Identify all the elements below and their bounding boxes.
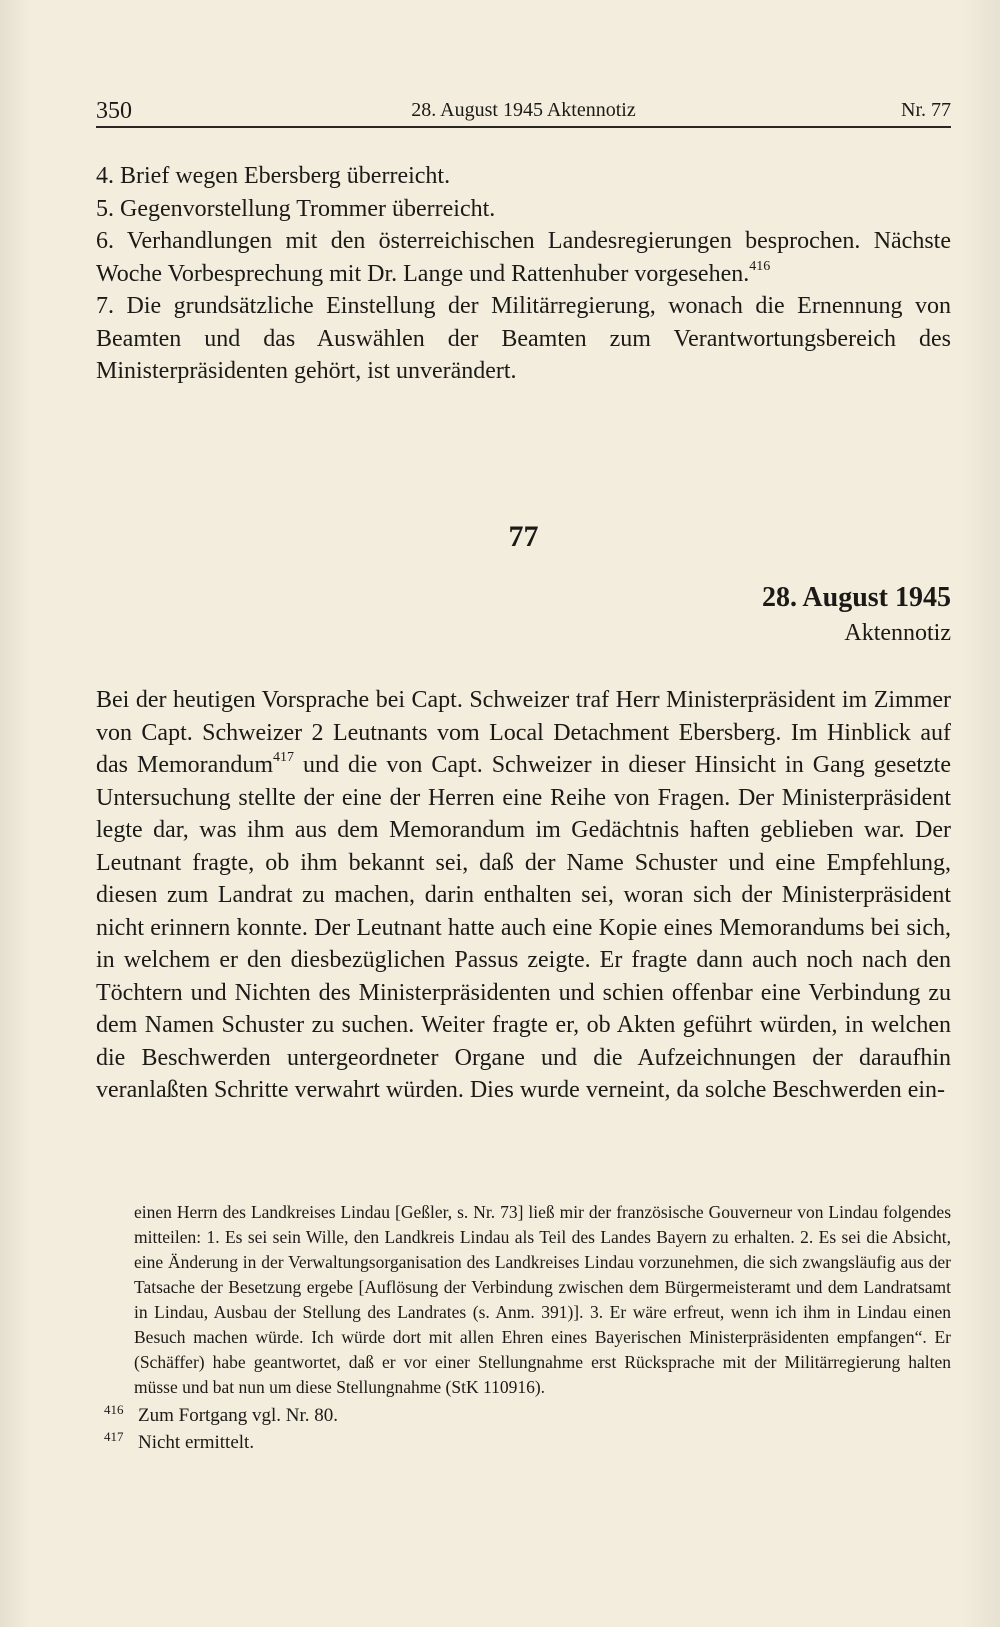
list-item: 4. Brief wegen Ebersberg überreicht. bbox=[96, 163, 451, 189]
list-item-text: 6. Verhandlungen mit den österreichischen Landesregierungen besprochen. Nächste Woche Vorbesprechung mit Dr. Lange und Rattenhuber vorgesehen. bbox=[96, 228, 951, 287]
agenda-list bbox=[96, 160, 951, 388]
footnote-text: Nicht ermittelt. bbox=[138, 1432, 255, 1453]
running-header bbox=[96, 96, 951, 128]
document-number: 77 bbox=[508, 520, 539, 553]
footnote-continuation-text: einen Herrn des Landkreises Lindau [Geßler, s. Nr. 73] ließ mir der französische Gouverneur von Lindau folgendes mitteilen: 1. Es sei sein Wille, den Landkreis Lindau als Teil des Landes Bayern zu erhalten. 2. Es sei die Absicht, eine Änderung in der Verwaltungsorganisation des Landkreises Lindau vorzunehmen, die sich zwangsläufig aus der Tatsache der Besetzung ergebe [Auflösung der Verbindung zwischen dem Bürgermeisteramt und dem Landratsamt in Lindau, Ausbau der Stellung des Landrates (s. Anm. 391)]. 3. Er wäre erfreut, wenn ich ihm in Lindau einen Besuch machen würde. Ich würde dort mit allen Ehren eines Bayerischen Ministerpräsidenten empfangen“. Er (Schäffer) habe geantwortet, daß er vor einer Stellungnahme erst Rücksprache mit der Militärregierung halten müsse und bat nun um diese Stellungnahme (StK 110916). bbox=[134, 1202, 951, 1397]
main-text-part1: Bei der heutigen Vorsprache bei Capt. Schweizer traf Herr Ministerpräsident im Zimmer von Capt. Schweizer 2 Leutnants vom Local Detachment Ebersberg. Im Hinblick auf das Memorandum bbox=[96, 687, 951, 778]
main-paragraph bbox=[96, 684, 951, 1107]
list-item bbox=[96, 225, 951, 290]
main-text bbox=[96, 684, 951, 1107]
footnote-continuation bbox=[134, 1200, 951, 1400]
running-title: 28. August 1945 Aktennotiz bbox=[411, 99, 636, 121]
footnote: 416 Zum Fortgang vgl. Nr. 80. bbox=[104, 1401, 339, 1426]
footnote: 417 Nicht ermittelt. bbox=[104, 1428, 255, 1453]
list-item: 5. Gegenvorstellung Trommer überreicht. bbox=[96, 195, 496, 222]
footnote-ref-416: 416 bbox=[749, 258, 771, 274]
list-item: 7. Die grundsätzliche Einstellung der Militärregierung, wonach die Ernennung von Beamten und das Auswählen der Beamten zum Verantwortungsbereich des Ministerpräsidenten gehört, ist unverändert. bbox=[96, 293, 951, 384]
page-edge-shadow bbox=[960, 0, 1000, 1627]
document-date: 28. August 1945 bbox=[761, 582, 951, 613]
document-type: Aktennotiz bbox=[844, 620, 951, 646]
page-gutter-shadow bbox=[0, 0, 30, 1627]
main-text-part2: und die von Capt. Schweizer in dieser Hinsicht in Gang gesetzte Untersuchung stellte der eine der Herren eine Reihe von Fragen. Der Ministerpräsident legte dar, was ihm aus dem Memorandum im Gedächtnis haften geblieben war. Der Leutnant fragte, ob ihm bekannt sei, daß der Name Schuster und eine Empfehlung, diesen zum Landrat zu machen, darin enthalten sei, woran sich der Ministerpräsident nicht erinnern konnte. Der Leutnant hatte auch eine Kopie eines Memorandums bei sich, in welchem er den diesbezüglichen Passus zeigte. Er fragte dann auch noch nach den Töchtern und Nichten des Ministerpräsidenten und schien offenbar eine Verbindung zu dem Namen Schuster zu suchen. Weiter fragte er, ob Akten geführt würden, in welchen die Beschwerden untergeordneter Organe und die Aufzeichnungen der daraufhin veranlaßten Schritte verwahrt würden. Dies wurde verneint, da solche Beschwerden ein- bbox=[96, 752, 951, 1103]
page-number: 350 bbox=[96, 98, 132, 124]
document-reference: Nr. 77 bbox=[901, 99, 951, 121]
footnote-ref-417: 417 bbox=[272, 750, 294, 765]
footnote-text: Zum Fortgang vgl. Nr. 80. bbox=[138, 1405, 339, 1426]
